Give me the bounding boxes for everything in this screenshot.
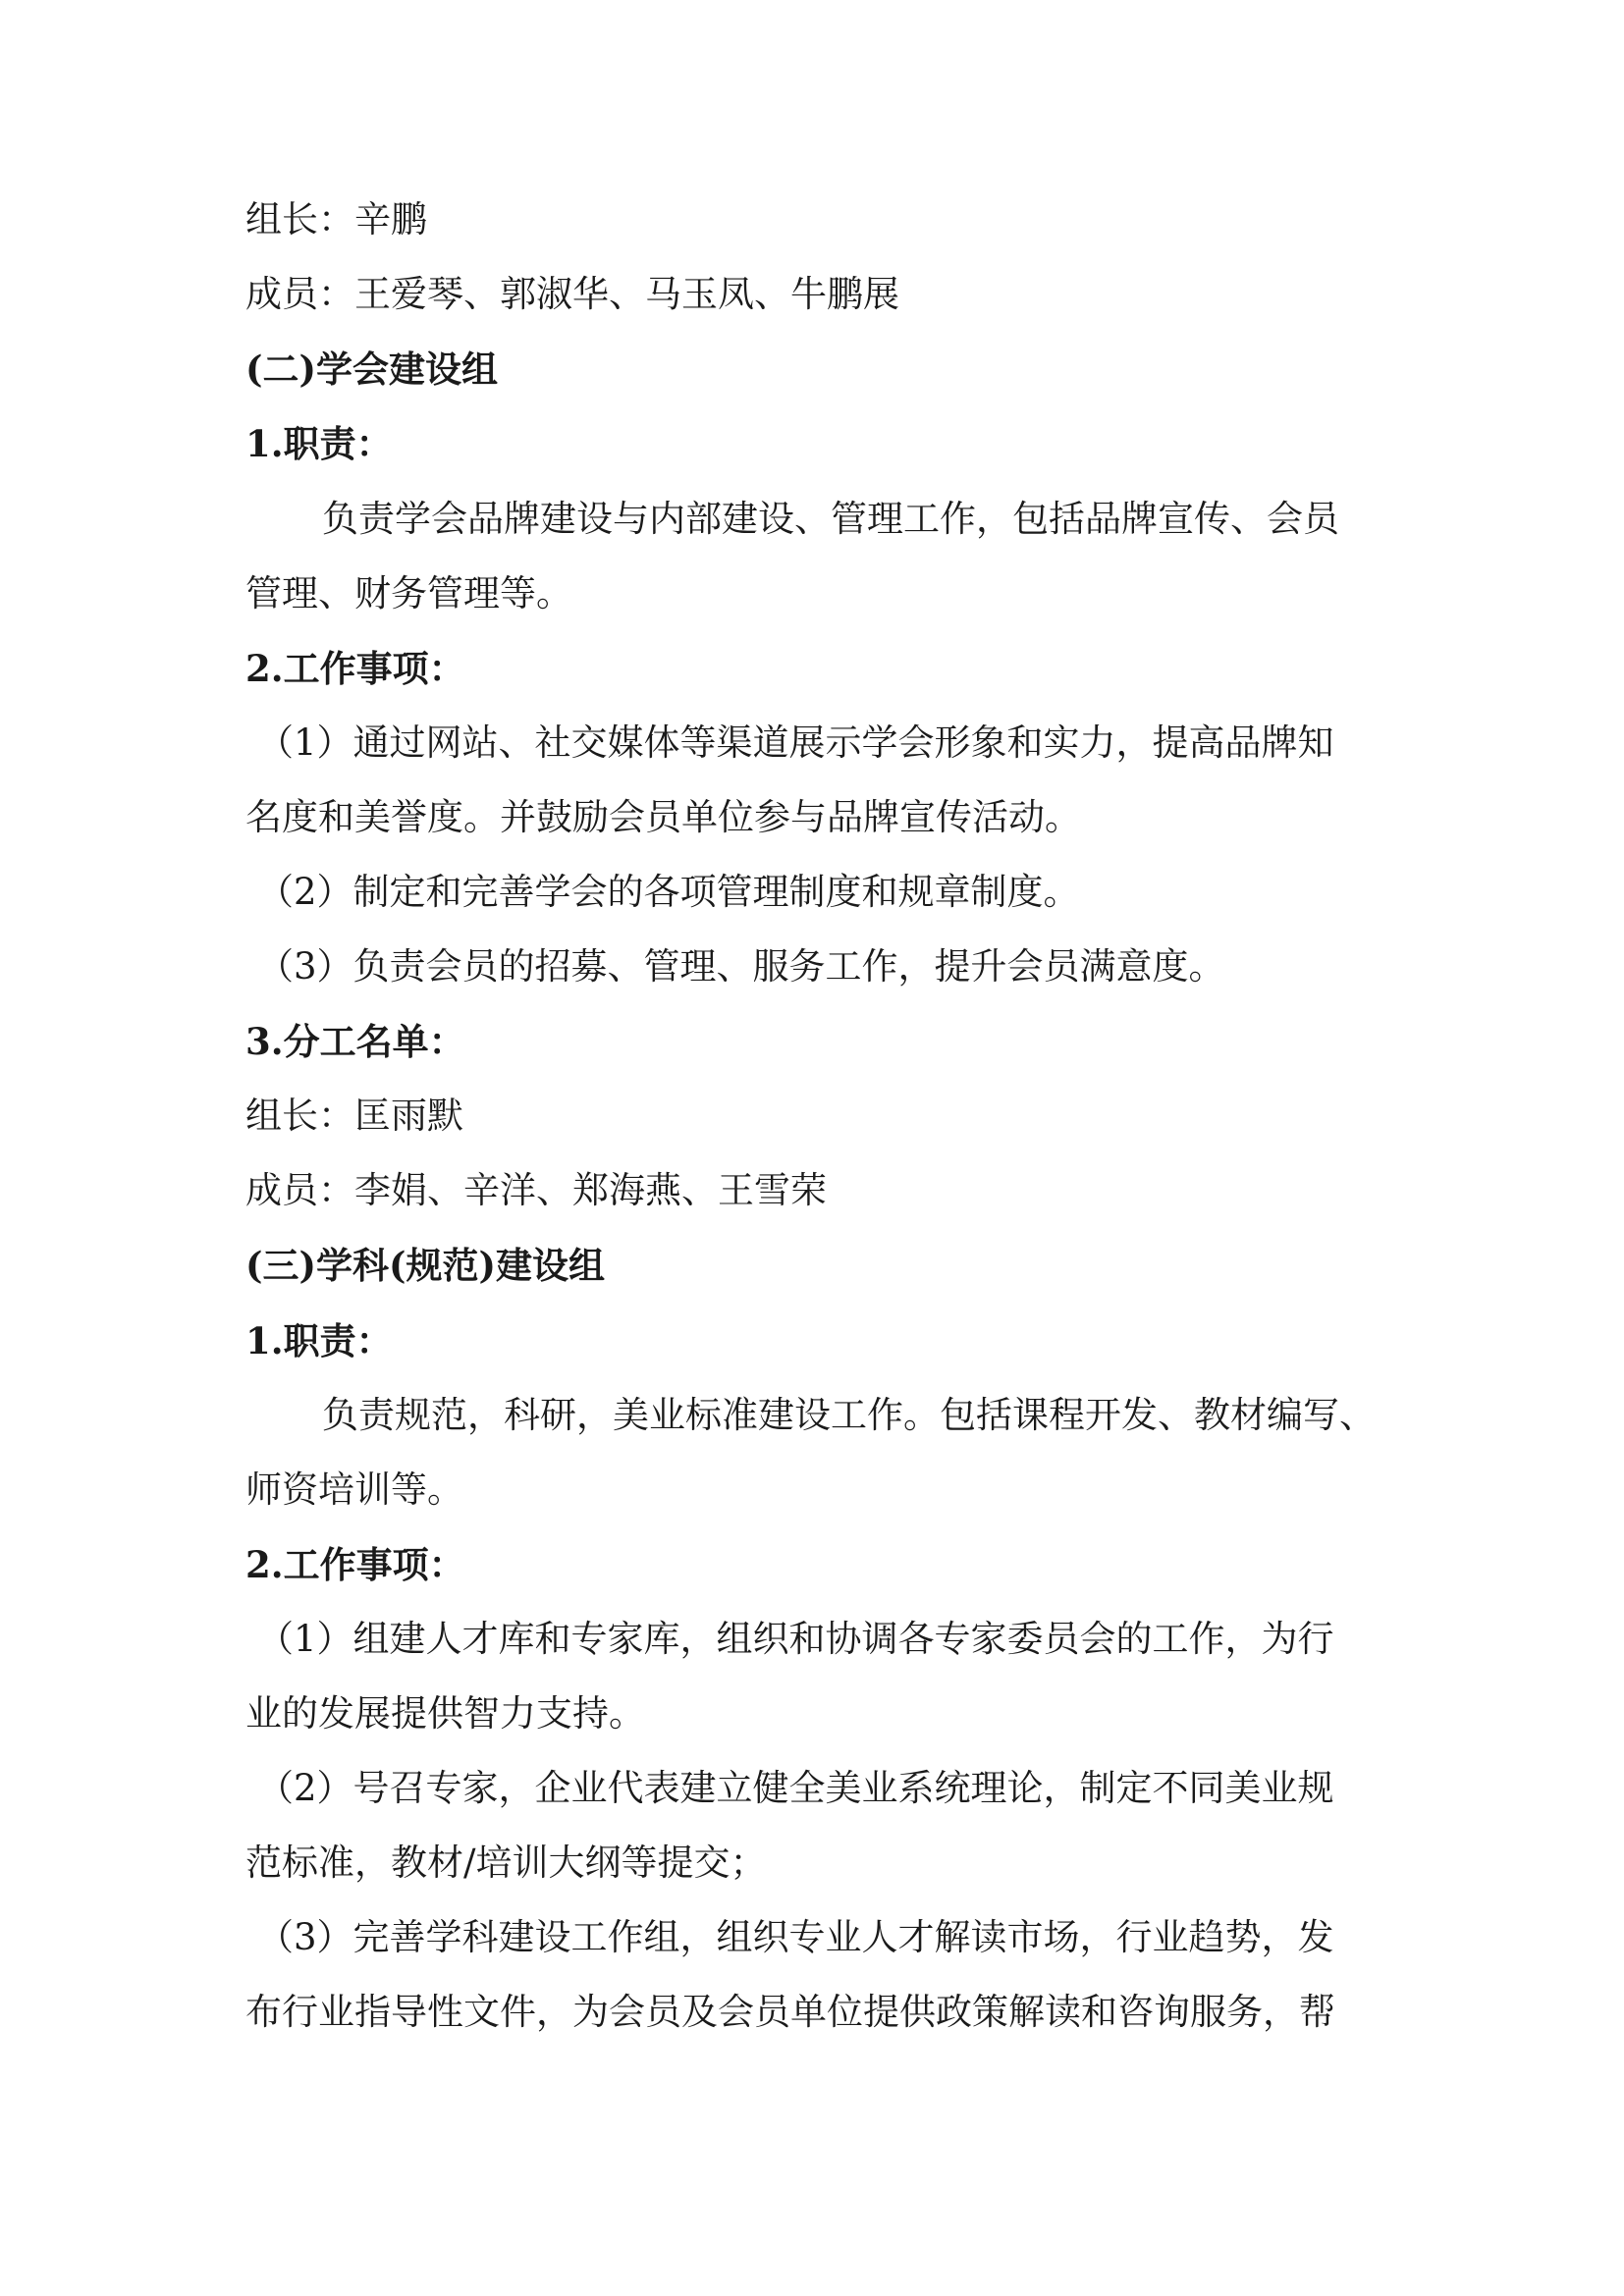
group1-leader: 组长：辛鹏 [245,198,427,240]
group2-leader: 组长：匡雨默 [245,1095,463,1137]
group2-task1-line2: 名度和美誉度。并鼓励会员单位参与品牌宣传活动。 [245,796,1081,838]
group2-task3: （3）负责会员的招募、管理、服务工作，提升会员满意度。 [257,945,1225,988]
group2-duty-heading: 1.职责： [245,422,393,465]
group2-duty-text-1: 负责学会品牌建设与内部建设、管理工作，包括品牌宣传、会员 [322,498,1339,540]
group3-duty-text-1: 负责规范，科研，美业标准建设工作。包括课程开发、教材编写、 [322,1394,1376,1436]
group3-task3-line2: 布行业指导性文件，为会员及会员单位提供政策解读和咨询服务，帮 [245,1991,1335,2033]
group2-task2: （2）制定和完善学会的各项管理制度和规章制度。 [257,871,1080,913]
group2-tasks-heading: 2.工作事项： [245,647,465,690]
section-title-group3: (三)学科(规范)建设组 [245,1244,606,1287]
group3-duty-text-2: 师资培训等。 [245,1468,463,1511]
group1-members: 成员：王爱琴、郭淑华、马玉凤、牛鹏展 [245,273,899,315]
section-title-group2: (二)学会建设组 [245,347,499,391]
group3-task1-line2: 业的发展提供智力支持。 [245,1692,645,1735]
group2-list-heading: 3.分工名单： [245,1020,465,1063]
group2-duty-text-2: 管理、财务管理等。 [245,572,572,614]
group3-task1-line1: （1）组建人才库和专家库，组织和协调各专家委员会的工作，为行 [257,1618,1334,1660]
group3-task2-line1: （2）号召专家，企业代表建立健全美业系统理论，制定不同美业规 [257,1767,1334,1809]
group3-task2-line2: 范标准，教材/培训大纲等提交； [245,1842,767,1884]
group2-task1-line1: （1）通过网站、社交媒体等渠道展示学会形象和实力，提高品牌知 [257,721,1334,764]
group3-task3-line1: （3）完善学科建设工作组，组织专业人才解读市场，行业趋势，发 [257,1916,1334,1958]
group3-duty-heading: 1.职责： [245,1319,393,1362]
group2-members: 成员：李娟、辛洋、郑海燕、王雪荣 [245,1169,827,1211]
group3-tasks-heading: 2.工作事项： [245,1543,465,1586]
